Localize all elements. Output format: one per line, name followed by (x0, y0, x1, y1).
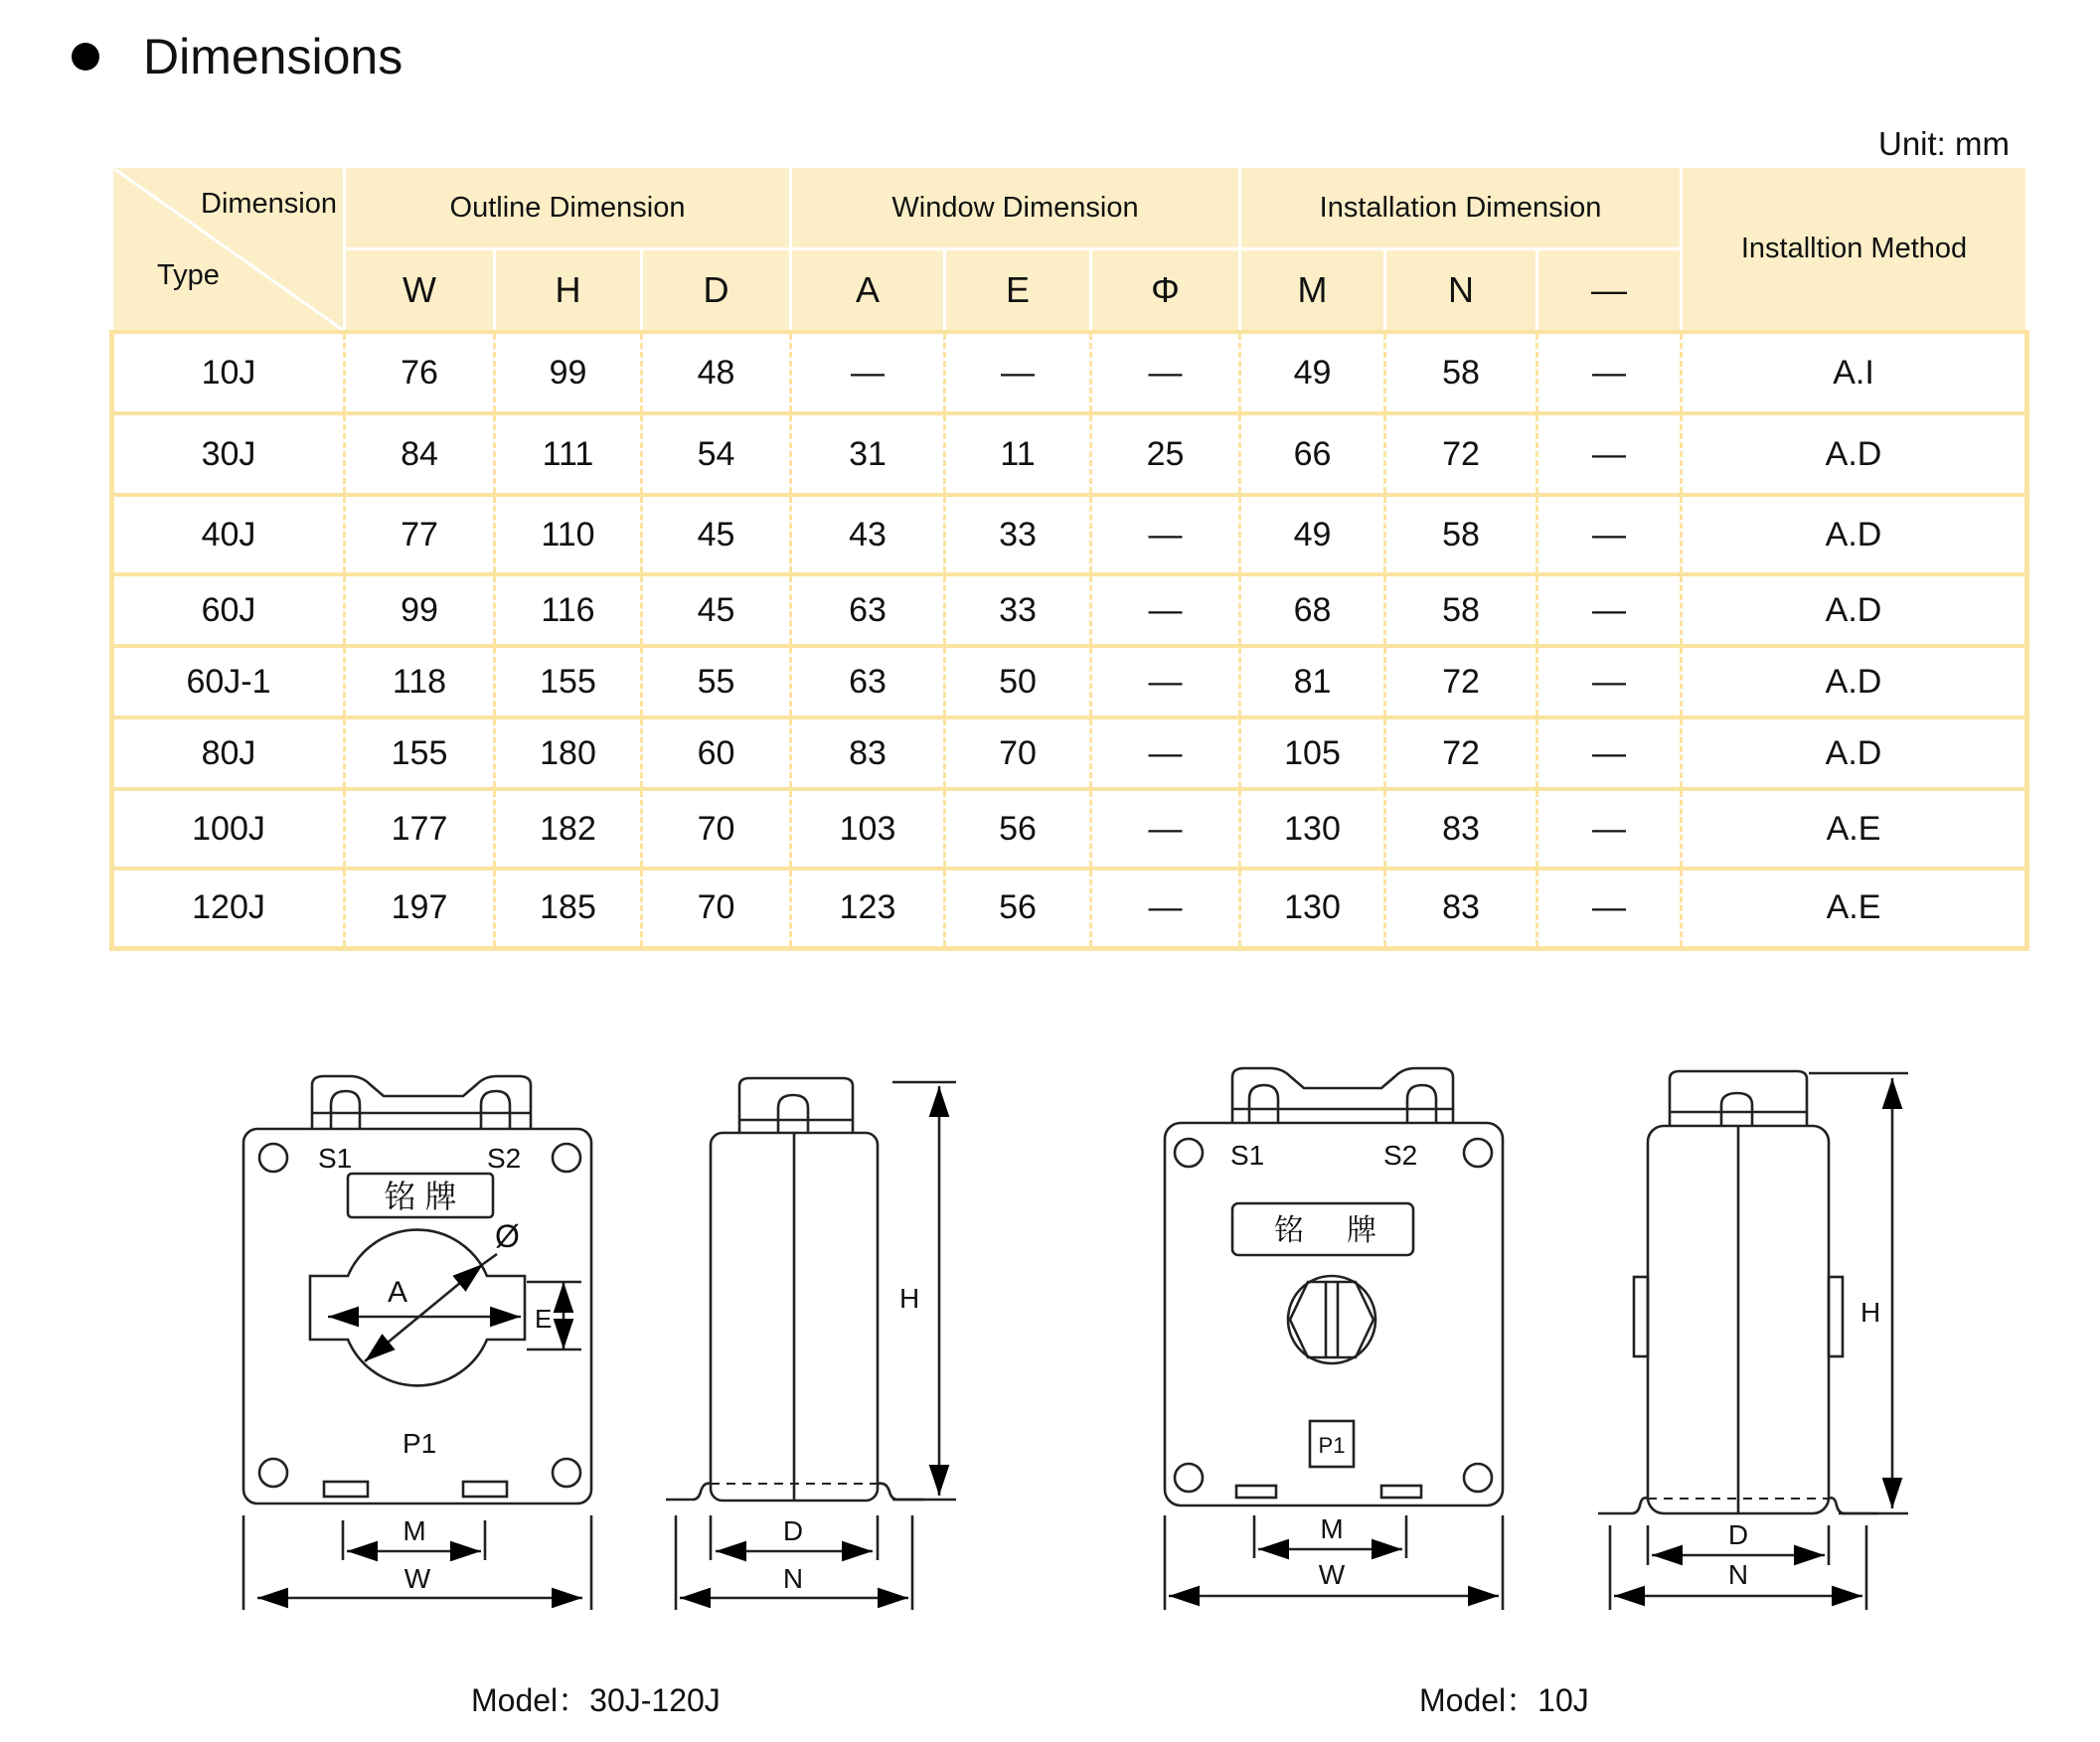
right-side-d-label: D (1727, 1519, 1749, 1550)
cell-n: 58 (1385, 332, 1537, 413)
cell-a: 83 (791, 717, 945, 789)
unit-label: Unit: mm (1878, 125, 2010, 162)
cell-a: 63 (791, 646, 945, 717)
cell-w: 84 (345, 413, 495, 495)
left-side-d-label: D (782, 1515, 804, 1546)
cell-blank: — (1537, 646, 1682, 717)
left-side-h-label: H (899, 1283, 920, 1314)
cell-w: 99 (345, 574, 495, 646)
cell-blank: — (1537, 332, 1682, 413)
subheader-blank: — (1537, 249, 1682, 333)
section-title: Dimensions (143, 29, 404, 84)
left-front-w-label: W (404, 1563, 431, 1594)
cell-w: 77 (345, 495, 495, 574)
left-front-a-label: A (388, 1276, 408, 1309)
cell-w: 155 (345, 717, 495, 789)
cell-method: A.D (1682, 646, 2027, 717)
cell-n: 72 (1385, 717, 1537, 789)
cell-a: 31 (791, 413, 945, 495)
side-view-30j (666, 1078, 956, 1610)
cell-a: 43 (791, 495, 945, 574)
cell-type: 80J (112, 717, 345, 789)
cell-h: 185 (495, 869, 642, 948)
subheader-w: W (345, 249, 495, 333)
cell-e: 50 (945, 646, 1091, 717)
side-view-10j (1598, 1071, 1908, 1610)
cell-method: A.E (1682, 869, 2027, 948)
cell-h: 99 (495, 332, 642, 413)
left-front-nameplate: 铭 牌 (384, 1179, 457, 1214)
cell-m: 130 (1240, 789, 1385, 869)
subheader-h: H (495, 249, 642, 333)
cell-blank: — (1537, 869, 1682, 948)
cell-h: 155 (495, 646, 642, 717)
cell-a: 103 (791, 789, 945, 869)
cell-blank: — (1537, 789, 1682, 869)
cell-blank: — (1537, 717, 1682, 789)
cell-type: 30J (112, 413, 345, 495)
subheader-e: E (945, 249, 1091, 333)
cell-type: 60J (112, 574, 345, 646)
cell-n: 58 (1385, 574, 1537, 646)
subheader-n: N (1385, 249, 1537, 333)
cell-d: 48 (642, 332, 791, 413)
subheader-m: M (1240, 249, 1385, 333)
right-front-s2-label: S2 (1383, 1140, 1418, 1171)
cell-blank: — (1537, 574, 1682, 646)
caption-model-10j: Model：10J (1419, 1682, 1589, 1718)
right-front-s1-label: S1 (1230, 1140, 1265, 1171)
group-header-installation: Installation Dimension (1240, 167, 1682, 249)
cell-m: 49 (1240, 332, 1385, 413)
cell-m: 49 (1240, 495, 1385, 574)
cell-d: 70 (642, 869, 791, 948)
group-header-window: Window Dimension (791, 167, 1240, 249)
corner-dimension-label: Dimension (201, 188, 337, 220)
cell-a: 123 (791, 869, 945, 948)
cell-h: 182 (495, 789, 642, 869)
cell-n: 58 (1385, 495, 1537, 574)
right-side-h-label: H (1860, 1297, 1881, 1328)
cell-phi: — (1091, 717, 1240, 789)
cell-d: 60 (642, 717, 791, 789)
cell-d: 54 (642, 413, 791, 495)
cell-type: 100J (112, 789, 345, 869)
cell-method: A.D (1682, 413, 2027, 495)
caption-model-30j-120j: Model：30J-120J (471, 1682, 721, 1718)
cell-phi: — (1091, 332, 1240, 413)
cell-e: 56 (945, 789, 1091, 869)
cell-phi: — (1091, 869, 1240, 948)
cell-type: 40J (112, 495, 345, 574)
cell-w: 197 (345, 869, 495, 948)
cell-blank: — (1537, 413, 1682, 495)
left-front-phi-label: Ø (495, 1218, 520, 1254)
group-header-outline: Outline Dimension (345, 167, 791, 249)
subheader-d: D (642, 249, 791, 333)
cell-d: 45 (642, 495, 791, 574)
right-front-w-label: W (1318, 1559, 1346, 1590)
corner-type-label: Type (157, 259, 220, 291)
cell-phi: — (1091, 574, 1240, 646)
cell-phi: — (1091, 789, 1240, 869)
cell-e: 33 (945, 574, 1091, 646)
left-front-s2-label: S2 (487, 1143, 522, 1174)
left-front-m-label: M (403, 1515, 426, 1546)
cell-e: 33 (945, 495, 1091, 574)
cell-method: A.I (1682, 332, 2027, 413)
cell-w: 76 (345, 332, 495, 413)
cell-n: 83 (1385, 789, 1537, 869)
cell-type: 120J (112, 869, 345, 948)
cell-e: 70 (945, 717, 1091, 789)
cell-phi: 25 (1091, 413, 1240, 495)
subheader-a: A (791, 249, 945, 333)
cell-d: 45 (642, 574, 791, 646)
cell-d: 55 (642, 646, 791, 717)
right-front-nameplate-2: 牌 (1347, 1214, 1376, 1247)
cell-d: 70 (642, 789, 791, 869)
cell-h: 111 (495, 413, 642, 495)
left-side-n-label: N (782, 1563, 804, 1594)
left-front-e-label: E (535, 1304, 553, 1334)
right-side-n-label: N (1727, 1559, 1749, 1590)
right-front-m-label: M (1320, 1513, 1344, 1544)
cell-m: 66 (1240, 413, 1385, 495)
cell-n: 72 (1385, 646, 1537, 717)
cell-m: 81 (1240, 646, 1385, 717)
left-front-p1-label: P1 (403, 1428, 437, 1459)
cell-phi: — (1091, 495, 1240, 574)
cell-m: 68 (1240, 574, 1385, 646)
cell-type: 60J-1 (112, 646, 345, 717)
cell-w: 177 (345, 789, 495, 869)
cell-method: A.E (1682, 789, 2027, 869)
cell-a: — (791, 332, 945, 413)
cell-a: 63 (791, 574, 945, 646)
subheader-phi: Φ (1091, 249, 1240, 333)
cell-h: 116 (495, 574, 642, 646)
cell-m: 105 (1240, 717, 1385, 789)
cell-h: 110 (495, 495, 642, 574)
cell-e: 11 (945, 413, 1091, 495)
cell-m: 130 (1240, 869, 1385, 948)
cell-type: 10J (112, 332, 345, 413)
right-front-p1-label: P1 (1318, 1433, 1346, 1458)
cell-e: 56 (945, 869, 1091, 948)
cell-n: 83 (1385, 869, 1537, 948)
cell-method: A.D (1682, 495, 2027, 574)
cell-phi: — (1091, 646, 1240, 717)
right-front-nameplate-1: 铭 (1274, 1214, 1304, 1247)
cell-method: A.D (1682, 574, 2027, 646)
cell-e: — (945, 332, 1091, 413)
cell-method: A.D (1682, 717, 2027, 789)
cell-h: 180 (495, 717, 642, 789)
group-header-method: Installtion Method (1682, 167, 2027, 333)
cell-blank: — (1537, 495, 1682, 574)
cell-w: 118 (345, 646, 495, 717)
left-front-s1-label: S1 (318, 1143, 353, 1174)
cell-n: 72 (1385, 413, 1537, 495)
